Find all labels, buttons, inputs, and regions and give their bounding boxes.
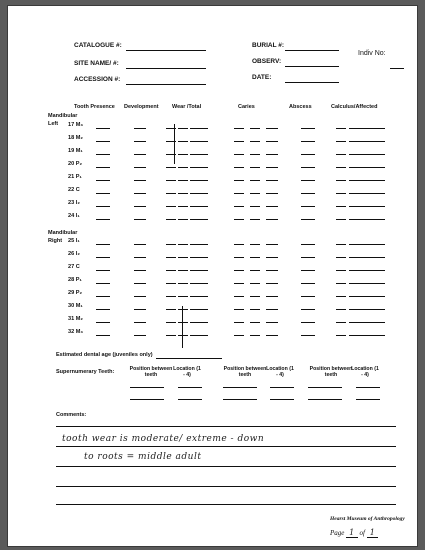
tooth-score-field[interactable] xyxy=(301,219,315,220)
comment-handwriting-2: to roots = middle adult xyxy=(84,452,202,462)
tooth-score-field[interactable] xyxy=(250,206,260,207)
tooth-score-field[interactable] xyxy=(96,322,110,323)
supernumerary-field[interactable] xyxy=(308,399,342,400)
tooth-score-field[interactable] xyxy=(190,309,208,310)
tooth-score-field[interactable] xyxy=(266,167,278,168)
location-header-3: Location (1 - 4) xyxy=(351,366,379,378)
tooth-score-field[interactable] xyxy=(234,128,244,129)
tooth-score-field[interactable] xyxy=(349,283,385,284)
tooth-score-field[interactable] xyxy=(266,283,278,284)
tooth-score-field[interactable] xyxy=(190,270,208,271)
position-header-3: Position between teeth xyxy=(309,366,353,378)
tooth-score-field[interactable] xyxy=(234,219,244,220)
tooth-score-field[interactable] xyxy=(266,309,278,310)
tooth-score-field[interactable] xyxy=(134,167,146,168)
tooth-score-field[interactable] xyxy=(336,257,346,258)
tooth-score-field[interactable] xyxy=(349,296,385,297)
tooth-score-field[interactable] xyxy=(96,128,110,129)
tooth-score-field[interactable] xyxy=(178,180,188,181)
tooth-score-field[interactable] xyxy=(178,309,188,310)
tooth-score-field[interactable] xyxy=(166,283,176,284)
tooth-score-field[interactable] xyxy=(178,128,188,129)
indiv-label: Indiv No: xyxy=(358,50,386,57)
wear-hand-mark-right xyxy=(182,306,183,348)
tooth-label: 29 P₂ xyxy=(68,290,82,296)
tooth-score-field[interactable] xyxy=(336,141,346,142)
tooth-label: 28 P₁ xyxy=(68,277,82,283)
tooth-score-field[interactable] xyxy=(349,154,385,155)
tooth-score-field[interactable] xyxy=(266,141,278,142)
tooth-score-field[interactable] xyxy=(178,270,188,271)
tooth-score-field[interactable] xyxy=(96,193,110,194)
tooth-score-field[interactable] xyxy=(190,335,208,336)
tooth-score-field[interactable] xyxy=(134,244,146,245)
tooth-score-field[interactable] xyxy=(301,141,315,142)
tooth-score-field[interactable] xyxy=(190,193,208,194)
tooth-score-field[interactable] xyxy=(336,167,346,168)
tooth-score-field[interactable] xyxy=(266,257,278,258)
tooth-score-field[interactable] xyxy=(250,270,260,271)
tooth-score-field[interactable] xyxy=(301,257,315,258)
tooth-score-field[interactable] xyxy=(190,141,208,142)
tooth-score-field[interactable] xyxy=(266,219,278,220)
tooth-score-field[interactable] xyxy=(234,244,244,245)
tooth-score-field[interactable] xyxy=(166,219,176,220)
tooth-score-field[interactable] xyxy=(234,206,244,207)
tooth-score-field[interactable] xyxy=(301,193,315,194)
tooth-score-field[interactable] xyxy=(178,257,188,258)
tooth-score-field[interactable] xyxy=(266,322,278,323)
tooth-label: 18 M₂ xyxy=(68,135,83,141)
burial-field[interactable] xyxy=(285,50,339,51)
tooth-score-field[interactable] xyxy=(250,322,260,323)
comment-line[interactable] xyxy=(56,486,396,487)
tooth-score-field[interactable] xyxy=(349,219,385,220)
tooth-score-field[interactable] xyxy=(178,141,188,142)
form-sheet xyxy=(8,6,417,546)
tooth-score-field[interactable] xyxy=(134,128,146,129)
tooth-score-field[interactable] xyxy=(134,322,146,323)
tooth-score-field[interactable] xyxy=(166,257,176,258)
tooth-score-field[interactable] xyxy=(178,335,188,336)
tooth-score-field[interactable] xyxy=(349,128,385,129)
tooth-score-field[interactable] xyxy=(250,257,260,258)
tooth-score-field[interactable] xyxy=(234,283,244,284)
tooth-score-field[interactable] xyxy=(336,180,346,181)
tooth-score-field[interactable] xyxy=(134,219,146,220)
tooth-label: 23 I₂ xyxy=(68,200,80,206)
tooth-score-field[interactable] xyxy=(250,283,260,284)
tooth-score-field[interactable] xyxy=(190,128,208,129)
tooth-score-field[interactable] xyxy=(96,167,110,168)
supernumerary-field[interactable] xyxy=(223,387,257,388)
tooth-score-field[interactable] xyxy=(336,296,346,297)
tooth-label: 32 M₃ xyxy=(68,329,84,335)
position-header-2: Position between teeth xyxy=(223,366,267,378)
accession-field[interactable] xyxy=(126,84,206,85)
comment-line[interactable] xyxy=(56,504,396,505)
location-header-1: Location (1 - 4) xyxy=(173,366,201,378)
tooth-score-field[interactable] xyxy=(178,244,188,245)
tooth-score-field[interactable] xyxy=(178,193,188,194)
col-calculus: Calculus/Affected xyxy=(331,104,378,110)
tooth-score-field[interactable] xyxy=(96,335,110,336)
site-name-label: SITE NAME/ #: xyxy=(74,60,119,67)
tooth-score-field[interactable] xyxy=(250,167,260,168)
tooth-score-field[interactable] xyxy=(166,167,176,168)
position-header-1: Position between teeth xyxy=(129,366,173,378)
tooth-score-field[interactable] xyxy=(134,206,146,207)
tooth-score-field[interactable] xyxy=(96,180,110,181)
tooth-score-field[interactable] xyxy=(166,206,176,207)
supernumerary-field[interactable] xyxy=(270,387,294,388)
tooth-score-field[interactable] xyxy=(134,257,146,258)
tooth-score-field[interactable] xyxy=(190,244,208,245)
tooth-label: 30 M₁ xyxy=(68,303,83,309)
supernumerary-field[interactable] xyxy=(308,387,342,388)
tooth-score-field[interactable] xyxy=(166,309,176,310)
tooth-score-field[interactable] xyxy=(178,296,188,297)
tooth-score-field[interactable] xyxy=(266,154,278,155)
catalogue-field[interactable] xyxy=(126,50,206,51)
tooth-score-field[interactable] xyxy=(250,244,260,245)
location-header-2: Location (1 - 4) xyxy=(266,366,294,378)
tooth-score-field[interactable] xyxy=(301,322,315,323)
tooth-score-field[interactable] xyxy=(178,283,188,284)
tooth-score-field[interactable] xyxy=(301,167,315,168)
tooth-score-field[interactable] xyxy=(178,219,188,220)
mandibular-left-label: Mandibular xyxy=(48,113,78,119)
tooth-score-field[interactable] xyxy=(190,219,208,220)
tooth-score-field[interactable] xyxy=(166,244,176,245)
tooth-score-field[interactable] xyxy=(301,154,315,155)
date-field[interactable] xyxy=(285,82,339,83)
tooth-score-field[interactable] xyxy=(349,206,385,207)
accession-label: ACCESSION #: xyxy=(74,76,121,83)
supernumerary-field[interactable] xyxy=(356,399,380,400)
page-number: 1 xyxy=(346,528,358,538)
tooth-score-field[interactable] xyxy=(190,206,208,207)
tooth-score-field[interactable] xyxy=(234,296,244,297)
wear-hand-mark-left xyxy=(174,124,175,164)
tooth-score-field[interactable] xyxy=(349,335,385,336)
tooth-score-field[interactable] xyxy=(250,219,260,220)
tooth-score-field[interactable] xyxy=(266,206,278,207)
tooth-score-field[interactable] xyxy=(234,257,244,258)
tooth-score-field[interactable] xyxy=(336,128,346,129)
supernumerary-field[interactable] xyxy=(178,399,202,400)
tooth-score-field[interactable] xyxy=(336,270,346,271)
tooth-score-field[interactable] xyxy=(301,296,315,297)
tooth-score-field[interactable] xyxy=(190,180,208,181)
page-label: Page xyxy=(330,529,345,537)
tooth-score-field[interactable] xyxy=(234,180,244,181)
tooth-score-field[interactable] xyxy=(190,322,208,323)
tooth-score-field[interactable] xyxy=(301,128,315,129)
tooth-score-field[interactable] xyxy=(349,257,385,258)
tooth-score-field[interactable] xyxy=(336,335,346,336)
tooth-score-field[interactable] xyxy=(266,193,278,194)
tooth-score-field[interactable] xyxy=(96,141,110,142)
tooth-score-field[interactable] xyxy=(266,335,278,336)
tooth-score-field[interactable] xyxy=(234,167,244,168)
tooth-score-field[interactable] xyxy=(166,270,176,271)
tooth-score-field[interactable] xyxy=(250,309,260,310)
tooth-score-field[interactable] xyxy=(234,270,244,271)
tooth-score-field[interactable] xyxy=(166,180,176,181)
tooth-score-field[interactable] xyxy=(190,257,208,258)
tooth-score-field[interactable] xyxy=(190,296,208,297)
tooth-score-field[interactable] xyxy=(336,193,346,194)
tooth-score-field[interactable] xyxy=(266,128,278,129)
tooth-score-field[interactable] xyxy=(266,180,278,181)
tooth-score-field[interactable] xyxy=(134,283,146,284)
tooth-score-field[interactable] xyxy=(134,270,146,271)
col-caries: Caries xyxy=(238,104,255,110)
tooth-score-field[interactable] xyxy=(349,244,385,245)
mandibular-left-side: Left xyxy=(48,121,59,127)
tooth-score-field[interactable] xyxy=(234,141,244,142)
tooth-score-field[interactable] xyxy=(349,167,385,168)
tooth-score-field[interactable] xyxy=(250,180,260,181)
tooth-score-field[interactable] xyxy=(96,219,110,220)
tooth-score-field[interactable] xyxy=(250,141,260,142)
tooth-score-field[interactable] xyxy=(336,322,346,323)
tooth-score-field[interactable] xyxy=(134,154,146,155)
site-name-field[interactable] xyxy=(126,68,206,69)
tooth-score-field[interactable] xyxy=(301,206,315,207)
comment-line[interactable] xyxy=(56,466,396,467)
tooth-score-field[interactable] xyxy=(349,270,385,271)
tooth-score-field[interactable] xyxy=(301,270,315,271)
tooth-score-field[interactable] xyxy=(250,154,260,155)
tooth-label: 27 C xyxy=(68,264,80,270)
tooth-score-field[interactable] xyxy=(134,309,146,310)
tooth-score-field[interactable] xyxy=(301,180,315,181)
tooth-score-field[interactable] xyxy=(96,296,110,297)
indiv-field[interactable] xyxy=(390,68,404,69)
tooth-score-field[interactable] xyxy=(250,193,260,194)
supernumerary-label: Supernumerary Teeth: xyxy=(56,369,115,375)
tooth-score-field[interactable] xyxy=(134,193,146,194)
tooth-label: 20 P₂ xyxy=(68,161,82,167)
tooth-score-field[interactable] xyxy=(266,270,278,271)
tooth-score-field[interactable] xyxy=(234,309,244,310)
tooth-score-field[interactable] xyxy=(336,219,346,220)
tooth-score-field[interactable] xyxy=(134,335,146,336)
tooth-score-field[interactable] xyxy=(178,322,188,323)
supernumerary-field[interactable] xyxy=(178,387,202,388)
page-indicator xyxy=(330,528,378,537)
tooth-score-field[interactable] xyxy=(166,335,176,336)
tooth-score-field[interactable] xyxy=(266,296,278,297)
comment-line[interactable] xyxy=(56,426,396,427)
col-presence: Tooth Presence xyxy=(74,104,115,110)
tooth-score-field[interactable] xyxy=(336,154,346,155)
tooth-score-field[interactable] xyxy=(166,193,176,194)
tooth-score-field[interactable] xyxy=(336,283,346,284)
tooth-score-field[interactable] xyxy=(234,335,244,336)
tooth-score-field[interactable] xyxy=(190,167,208,168)
tooth-score-field[interactable] xyxy=(336,244,346,245)
col-development: Development xyxy=(124,104,159,110)
mandibular-right-side: Right xyxy=(48,238,63,244)
tooth-score-field[interactable] xyxy=(266,244,278,245)
tooth-label: 21 P₁ xyxy=(68,174,82,180)
tooth-score-field[interactable] xyxy=(96,283,110,284)
tooth-score-field[interactable] xyxy=(96,309,110,310)
tooth-score-field[interactable] xyxy=(96,257,110,258)
supernumerary-field[interactable] xyxy=(356,387,380,388)
tooth-label: 19 M₁ xyxy=(68,148,83,154)
of-label: of xyxy=(359,529,365,537)
supernumerary-field[interactable] xyxy=(130,399,164,400)
observ-label: OBSERV: xyxy=(252,58,282,65)
tooth-score-field[interactable] xyxy=(250,296,260,297)
supernumerary-field[interactable] xyxy=(130,387,164,388)
tooth-score-field[interactable] xyxy=(301,283,315,284)
burial-label: BURIAL #: xyxy=(252,42,285,49)
comment-handwriting-1: tooth wear is moderate/ extreme - down xyxy=(62,434,265,444)
tooth-score-field[interactable] xyxy=(96,244,110,245)
date-label: DATE: xyxy=(252,74,272,81)
tooth-score-field[interactable] xyxy=(349,141,385,142)
tooth-score-field[interactable] xyxy=(234,154,244,155)
tooth-label: 17 M₃ xyxy=(68,122,84,128)
tooth-score-field[interactable] xyxy=(190,283,208,284)
tooth-score-field[interactable] xyxy=(349,322,385,323)
tooth-score-field[interactable] xyxy=(349,193,385,194)
supernumerary-field[interactable] xyxy=(270,399,294,400)
tooth-score-field[interactable] xyxy=(234,322,244,323)
tooth-score-field[interactable] xyxy=(178,167,188,168)
col-wear: Wear /Total xyxy=(172,104,202,110)
tooth-score-field[interactable] xyxy=(250,335,260,336)
tooth-label: 24 I₁ xyxy=(68,213,80,219)
estimated-age-field[interactable] xyxy=(156,358,222,359)
page-total: 1 xyxy=(367,528,379,538)
comments-label: Comments: xyxy=(56,412,87,418)
catalogue-label: CATALOGUE #: xyxy=(74,42,122,49)
tooth-label: 26 I₂ xyxy=(68,251,80,257)
mandibular-right-label: Mandibular xyxy=(48,230,78,236)
comment-line[interactable] xyxy=(56,446,396,447)
tooth-score-field[interactable] xyxy=(96,154,110,155)
tooth-score-field[interactable] xyxy=(96,270,110,271)
tooth-score-field[interactable] xyxy=(301,244,315,245)
tooth-score-field[interactable] xyxy=(178,206,188,207)
tooth-score-field[interactable] xyxy=(250,128,260,129)
tooth-score-field[interactable] xyxy=(134,141,146,142)
tooth-score-field[interactable] xyxy=(190,154,208,155)
estimated-age-label: Estimated dental age (juveniles only) xyxy=(56,352,153,358)
tooth-score-field[interactable] xyxy=(234,193,244,194)
tooth-score-field[interactable] xyxy=(301,309,315,310)
tooth-score-field[interactable] xyxy=(336,206,346,207)
tooth-score-field[interactable] xyxy=(336,309,346,310)
tooth-score-field[interactable] xyxy=(349,309,385,310)
tooth-label: 31 M₂ xyxy=(68,316,83,322)
supernumerary-field[interactable] xyxy=(223,399,257,400)
observ-field[interactable] xyxy=(285,66,339,67)
tooth-score-field[interactable] xyxy=(178,154,188,155)
tooth-score-field[interactable] xyxy=(349,180,385,181)
tooth-score-field[interactable] xyxy=(134,180,146,181)
col-abscess: Abscess xyxy=(289,104,312,110)
tooth-label: 22 C xyxy=(68,187,80,193)
tooth-score-field[interactable] xyxy=(301,335,315,336)
tooth-score-field[interactable] xyxy=(166,322,176,323)
tooth-label: 25 I₁ xyxy=(68,238,80,244)
tooth-score-field[interactable] xyxy=(166,296,176,297)
tooth-score-field[interactable] xyxy=(134,296,146,297)
tooth-score-field[interactable] xyxy=(96,206,110,207)
institution-name: Hearst Museum of Anthropology xyxy=(330,516,405,522)
